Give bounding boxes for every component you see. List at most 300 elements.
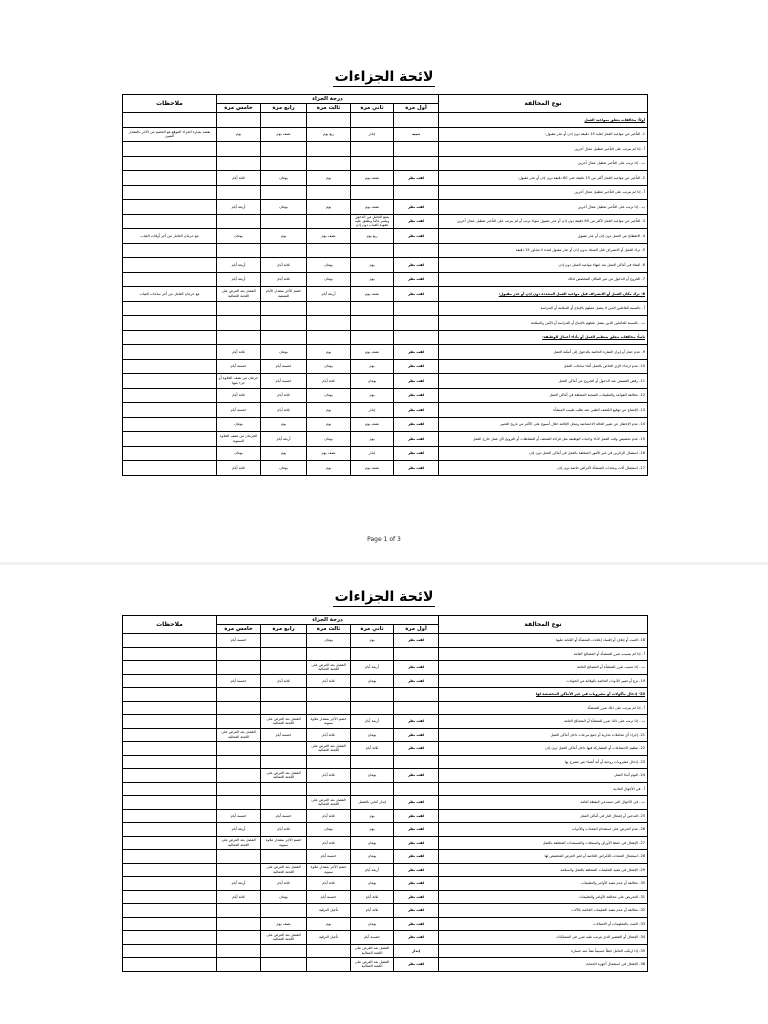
- notes-cell: [123, 113, 217, 128]
- penalty-cell: يومان: [261, 345, 307, 360]
- penalty-cell: [217, 316, 261, 331]
- table-row: [123, 931, 648, 945]
- penalty-cell: [307, 701, 351, 715]
- penalty-cell: [261, 142, 307, 157]
- penalty-cell: [217, 661, 261, 675]
- penalty-cell: لفت نظر: [394, 446, 439, 461]
- violation-cell: 34- الإهمال أو التقصير الذي يترتب عليه ضرر في الممتلكات: [439, 931, 648, 945]
- penalty-cell: [217, 755, 261, 769]
- penalty-cell: ثلاثة أيام: [307, 877, 351, 891]
- penalty-cell: خمسة أيام: [217, 634, 261, 648]
- penalty-cell: [261, 782, 307, 796]
- penalty-cell: [217, 301, 261, 316]
- table-row: [123, 229, 648, 244]
- penalty-cell: [261, 796, 307, 810]
- table-row: [123, 359, 648, 374]
- header-penalty-degree: درجة الجزاء: [217, 616, 439, 625]
- notes-cell: [123, 701, 217, 715]
- penalty-cell: الفصل بعد العرض على اللجنة العمالية: [261, 769, 307, 783]
- penalty-cell: [307, 330, 351, 345]
- header-notes: ملاحظات: [123, 616, 217, 634]
- table-row: [123, 688, 648, 702]
- penalty-cell: [394, 142, 439, 157]
- penalty-cell: لفت نظر: [394, 823, 439, 837]
- penalty-cell: لفت نظر: [394, 287, 439, 302]
- penalty-cell: خمسة أيام: [261, 374, 307, 389]
- table-row: [123, 958, 648, 972]
- penalty-cell: يومان: [351, 836, 394, 850]
- notes-cell: [123, 890, 217, 904]
- penalty-cell: خمسة أيام: [261, 728, 307, 742]
- penalty-cell: ثلاثة أيام: [351, 742, 394, 756]
- penalty-cell: [351, 185, 394, 200]
- penalty-cell: [217, 185, 261, 200]
- penalty-cell: [307, 958, 351, 972]
- penalty-cell: لفت نظر: [394, 931, 439, 945]
- violation-cell: 4- الانقطاع عن العمل دون إذن أو عذر مقبول: [439, 229, 648, 244]
- penalty-cell: يومان: [307, 634, 351, 648]
- penalty-cell: لفت نظر: [394, 769, 439, 783]
- penalty-cell: [217, 850, 261, 864]
- penalty-cell: [261, 742, 307, 756]
- header-third: ثالث مرة: [307, 625, 351, 634]
- penalty-cell: ثلاثة أيام: [261, 674, 307, 688]
- penalty-cell: يومان: [351, 374, 394, 389]
- violation-cell: ب - إذا ترتب على التأخير تعطيل عمال آخرين: [439, 156, 648, 171]
- penalty-cell: يوم: [307, 417, 351, 432]
- penalty-cell: [261, 850, 307, 864]
- penalty-cell: [307, 688, 351, 702]
- penalty-cell: [351, 113, 394, 128]
- violation-cell: 29- الإهمال في تنفيذ التعليمات المتعلقة بالعمل والسلامة: [439, 863, 648, 877]
- penalty-cell: لفت نظر: [394, 850, 439, 864]
- notes-cell: [123, 330, 217, 345]
- violation-cell: 9- عدم حمل أو إبراز الشارة الخاصة بالدخول إلى أمكنة العمل: [439, 345, 648, 360]
- penalty-cell: [307, 214, 351, 229]
- violation-cell: ب - إذا ترتب على ذلك ضرر للمنشأة أو المصالح العامة: [439, 715, 648, 729]
- penalty-cell: أربعة أيام: [351, 661, 394, 675]
- penalty-cell: خمسة أيام: [307, 890, 351, 904]
- penalty-cell: [217, 958, 261, 972]
- table-row: [123, 214, 648, 229]
- notes-cell: [123, 388, 217, 403]
- penalty-cell: لفت نظر: [394, 836, 439, 850]
- penalty-cell: يومان: [261, 461, 307, 476]
- penalty-cell: [307, 755, 351, 769]
- header-first: أول مرة: [394, 625, 439, 634]
- header-second: ثاني مرة: [351, 625, 394, 634]
- penalty-cell: [261, 156, 307, 171]
- penalty-cell: لفت نظر: [394, 229, 439, 244]
- penalty-cell: [261, 243, 307, 258]
- penalty-cell: يوم: [351, 359, 394, 374]
- penalty-cell: [217, 647, 261, 661]
- violation-cell: 7- الخروج أو الدخول من غير المكان المخصص لذلك: [439, 272, 648, 287]
- penalty-cell: [394, 688, 439, 702]
- violation-cell: 18- العبث أو إتلاف أو إفساد إعلانات المنشأة أو الكتابة عليها: [439, 634, 648, 648]
- notes-cell: [123, 742, 217, 756]
- penalty-cell: يومان: [351, 674, 394, 688]
- penalty-cell: يوم: [261, 417, 307, 432]
- penalty-cell: [261, 647, 307, 661]
- penalty-cell: أربعة أيام: [351, 715, 394, 729]
- penalty-cell: نصف يوم: [351, 461, 394, 476]
- penalty-cell: [394, 647, 439, 661]
- penalty-cell: أربعة أيام: [217, 823, 261, 837]
- penalty-cell: لفت نظر: [394, 958, 439, 972]
- penalty-cell: يوم: [307, 171, 351, 186]
- penalty-cell: يومان: [307, 272, 351, 287]
- penalty-cell: [217, 688, 261, 702]
- penalty-cell: [261, 755, 307, 769]
- notes-cell: [123, 214, 217, 229]
- penalty-cell: يومان: [307, 388, 351, 403]
- notes-cell: [123, 200, 217, 215]
- penalty-cell: خصم الأجر بمقدار علاوة سنوية: [307, 715, 351, 729]
- notes-cell: [123, 931, 217, 945]
- table-row: [123, 156, 648, 171]
- table-row: [123, 185, 648, 200]
- penalty-cell: لفت نظر: [394, 917, 439, 931]
- penalty-cell: الفصل بعد العرض على اللجنة العمالية: [261, 931, 307, 945]
- table-row: [123, 258, 648, 273]
- penalty-cell: يومان: [261, 171, 307, 186]
- penalty-cell: يومان: [217, 417, 261, 432]
- penalty-cell: لفت نظر: [394, 461, 439, 476]
- penalty-cell: ثلاثة أيام: [351, 890, 394, 904]
- notes-cell: مع حرمان العامل من أجر ساعات الغياب: [123, 287, 217, 302]
- penalty-cell: لفت نظر: [394, 417, 439, 432]
- penalty-cell: ثلاثة أيام: [307, 836, 351, 850]
- violation-cell: 1- التأخير عن مواعيد العمل لغاية 15 دقيقة دون إذن أو عذر مقبول:: [439, 127, 648, 142]
- violation-cell: أ - إذا لم يترتب على ذلك ضرر للمنشأة: [439, 701, 648, 715]
- penalty-cell: يومان: [217, 229, 261, 244]
- penalty-cell: لفت نظر: [394, 715, 439, 729]
- notes-cell: [123, 661, 217, 675]
- violation-cell: 36- الإهمال في استعمال أجهزة الحماية: [439, 958, 648, 972]
- notes-cell: [123, 796, 217, 810]
- penalty-cell: يومان: [351, 850, 394, 864]
- penalty-cell: يومان: [351, 769, 394, 783]
- penalty-cell: نصف يوم: [351, 287, 394, 302]
- violation-cell: 31- التحريض على مخالفة الأوامر والتعليمات: [439, 890, 648, 904]
- penalty-cell: ثلاثة أيام: [261, 258, 307, 273]
- penalty-cell: [351, 243, 394, 258]
- table-row: [123, 701, 648, 715]
- penalty-cell: [217, 904, 261, 918]
- notes-cell: [123, 836, 217, 850]
- penalty-cell: [217, 931, 261, 945]
- notes-cell: [123, 917, 217, 931]
- header-fifth: خامس مرة: [217, 104, 261, 113]
- penalty-cell: ثلاثة أيام: [261, 272, 307, 287]
- notes-cell: [123, 461, 217, 476]
- penalty-cell: أربعة أيام: [217, 272, 261, 287]
- penalty-cell: [307, 156, 351, 171]
- violation-cell: 16- استقبال الزائرين في غير الأمور المتعلقة بالعمل في أماكن العمل دون إذن: [439, 446, 648, 461]
- violation-cell: 35- إذا ارتكب العامل خطأ جسيماً نشأ عنه خسارة: [439, 944, 648, 958]
- header-fifth: خامس مرة: [217, 625, 261, 634]
- penalty-cell: يومان: [261, 200, 307, 215]
- penalty-cell: يوم: [351, 272, 394, 287]
- penalty-cell: لفت نظر: [394, 904, 439, 918]
- violation-cell: 12- مخالفة القواعد والتعليمات الصحية المتعلقة في أماكن العمل: [439, 388, 648, 403]
- penalty-cell: [307, 944, 351, 958]
- violation-cell: أولاً: مخالفات تتعلق بمواعيد العمل: [439, 113, 648, 128]
- penalty-cell: الفصل بعد العرض على اللجنة العمالية: [217, 728, 261, 742]
- penalty-cell: [351, 755, 394, 769]
- table-row: [123, 171, 648, 186]
- penalty-cell: الفصل بعد العرض على اللجنة العمالية: [351, 944, 394, 958]
- penalty-cell: يومان: [351, 877, 394, 891]
- penalty-cell: أربعة أيام: [351, 863, 394, 877]
- penalty-cell: [217, 156, 261, 171]
- table-row: [123, 113, 648, 128]
- penalty-cell: [351, 688, 394, 702]
- penalty-cell: ثلاثة أيام: [217, 345, 261, 360]
- table-row: [123, 374, 648, 389]
- penalty-cell: خمسة أيام: [261, 809, 307, 823]
- penalty-cell: ربع يوم: [351, 229, 394, 244]
- notes-cell: [123, 728, 217, 742]
- notes-cell: [123, 446, 217, 461]
- notes-cell: [123, 634, 217, 648]
- violation-cell: 32- مخالفة أو عدم تنفيذ التعليمات الخاصة بالآلات: [439, 904, 648, 918]
- table-row: [123, 836, 648, 850]
- notes-cell: [123, 171, 217, 186]
- penalty-cell: أربعة أيام: [217, 877, 261, 891]
- table-row: [123, 674, 648, 688]
- table-row: [123, 432, 648, 447]
- penalty-cell: [307, 782, 351, 796]
- penalty-cell: [351, 647, 394, 661]
- penalty-cell: [307, 185, 351, 200]
- penalty-cell: [217, 769, 261, 783]
- table-row: [123, 742, 648, 756]
- violation-cell: 28- استعمال المعدات للأغراض الخاصة أو لغير الغرض المخصص لها: [439, 850, 648, 864]
- notes-cell: [123, 374, 217, 389]
- penalty-cell: إنذار: [351, 403, 394, 418]
- penalty-cell: لفت نظر: [394, 388, 439, 403]
- notes-cell: [123, 904, 217, 918]
- table-row: [123, 142, 648, 157]
- penalty-cell: [217, 243, 261, 258]
- violation-cell: 3- التأخير عن مواعيد العمل لأكثر من 60 دقيقة دون إذن أو عذر مقبول سواء ترتب أو لم يترتب على التأخير تعطيل عمال آخرين: [439, 214, 648, 229]
- penalty-cell: يمنع العامل من الدخول ويعتبر غائباً ويطبق عليه عقوبة الغياب دون إذن: [351, 214, 394, 229]
- violation-cell: 20- إدخال مأكولات أو مشروبات في غير الأماكن المخصصة لها: [439, 688, 648, 702]
- penalty-cell: يوم: [217, 127, 261, 142]
- notes-cell: [123, 301, 217, 316]
- penalty-cell: الفصل بعد العرض على اللجنة العمالية: [307, 661, 351, 675]
- penalty-cell: [351, 701, 394, 715]
- penalty-cell: [394, 755, 439, 769]
- penalty-cell: نصف يوم: [351, 171, 394, 186]
- table-row: [123, 301, 648, 316]
- penalty-cell: خمسة أيام: [307, 850, 351, 864]
- violation-cell: 8- ترك مكان العمل أو الانصراف قبل مواعيد العمل المحددة دون إذن أو عذر مقبول:: [439, 287, 648, 302]
- penalty-cell: إنذار: [351, 127, 394, 142]
- notes-cell: [123, 156, 217, 171]
- penalty-cell: [217, 214, 261, 229]
- table-row: [123, 850, 648, 864]
- penalty-cell: يوم: [307, 917, 351, 931]
- penalty-cell: [394, 185, 439, 200]
- penalties-table: [122, 94, 648, 476]
- penalty-cell: يومان: [307, 823, 351, 837]
- penalty-cell: لفت نظر: [394, 809, 439, 823]
- penalty-cell: يوم: [261, 229, 307, 244]
- penalty-cell: لفت نظر: [394, 200, 439, 215]
- notes-cell: [123, 809, 217, 823]
- penalty-cell: يومان: [217, 446, 261, 461]
- notes-cell: يقصد بعبارة الجزاء الموقع هو الخصم من الأجر بالمقدار المبين: [123, 127, 217, 142]
- penalty-cell: ثلاثة أيام: [261, 388, 307, 403]
- penalty-cell: يومان: [307, 432, 351, 447]
- penalty-cell: [394, 782, 439, 796]
- penalty-cell: ثلاثة أيام: [217, 388, 261, 403]
- notes-cell: [123, 755, 217, 769]
- violation-cell: 15- عدم تخصيص وقت العمل لأداء واجبات الوظيفة مثل قراءة الصحف أو النشاطات أو الترويج لأي عمل خارج العمل: [439, 432, 648, 447]
- penalty-cell: الفصل بعد العرض على اللجنة العمالية: [261, 715, 307, 729]
- penalty-cell: لفت نظر: [394, 272, 439, 287]
- violation-cell: 30- مخالفة أو عدم تنفيذ الأوامر والتعليمات: [439, 877, 648, 891]
- penalty-cell: ثلاثة أيام: [307, 728, 351, 742]
- violation-cell: أ - إذا لم يترتب على التأخير تعطيل عمال آخرين: [439, 185, 648, 200]
- violation-cell: 17- استعمال آلات ومعدات المنشأة لأغراض خاصة دون إذن: [439, 461, 648, 476]
- penalty-cell: [217, 715, 261, 729]
- penalty-cell: [217, 142, 261, 157]
- penalty-cell: لفت نظر: [394, 728, 439, 742]
- table-row: [123, 127, 648, 142]
- table-row: [123, 243, 648, 258]
- penalty-cell: يوم: [351, 432, 394, 447]
- penalty-cell: ثلاثة أيام: [307, 374, 351, 389]
- violation-cell: 10- عدم ارتداء الزي الخاص بالعمل أثناء ساعات العمل: [439, 359, 648, 374]
- penalty-cell: خصم الأجر بمقدار علاوة سنوية: [261, 836, 307, 850]
- penalty-cell: [217, 796, 261, 810]
- notes-cell: [123, 345, 217, 360]
- penalty-cell: أربعة أيام: [217, 200, 261, 215]
- notes-cell: [123, 944, 217, 958]
- violation-cell: ب - في الأحوال التي تستدعي اليقظة التامة: [439, 796, 648, 810]
- violation-cell: 27- الإهمال في حفظ الأوراق والسجلات والمستندات المتعلقة بالعمل: [439, 836, 648, 850]
- penalty-cell: [351, 316, 394, 331]
- penalty-cell: لفت نظر: [394, 634, 439, 648]
- penalty-cell: [261, 904, 307, 918]
- penalty-cell: [394, 301, 439, 316]
- penalty-cell: يوم: [261, 446, 307, 461]
- page-title: لائحة الجزاءات: [334, 69, 434, 85]
- notes-cell: [123, 863, 217, 877]
- table-row: [123, 345, 648, 360]
- penalty-cell: [307, 243, 351, 258]
- penalty-cell: [261, 701, 307, 715]
- penalty-cell: [351, 330, 394, 345]
- table-row: [123, 647, 648, 661]
- notes-cell: مع حرمان العامل من أجر أوقات الغياب: [123, 229, 217, 244]
- violation-cell: ب - بالنسبة للعاملين الذين يتصل عملهم بالإنتاج أو الحراسة أو الآمن والسلامة: [439, 316, 648, 331]
- penalty-cell: [217, 742, 261, 756]
- penalty-cell: يومان: [351, 917, 394, 931]
- penalty-cell: [217, 782, 261, 796]
- penalty-cell: يوم: [351, 258, 394, 273]
- table-row: [123, 461, 648, 476]
- penalty-cell: لفت نظر: [394, 796, 439, 810]
- penalty-cell: لفت نظر: [394, 345, 439, 360]
- table-row: [123, 330, 648, 345]
- penalty-cell: خمسة أيام: [217, 674, 261, 688]
- penalty-cell: لفت نظر: [394, 374, 439, 389]
- table-row: [123, 877, 648, 891]
- table-row: [123, 388, 648, 403]
- penalty-cell: نصف يوم: [307, 446, 351, 461]
- penalty-cell: [261, 214, 307, 229]
- penalty-cell: لفت نظر: [394, 359, 439, 374]
- notes-cell: [123, 316, 217, 331]
- penalty-cell: يوم: [307, 403, 351, 418]
- penalty-cell: الفصل بعد العرض على اللجنة العمالية: [261, 863, 307, 877]
- table-row: [123, 863, 648, 877]
- violation-cell: 2- التأخير عن مواعيد العمل أكثر من 15 دقيقة حتى 60 دقيقة دون إذن أو عذر مقبول:: [439, 171, 648, 186]
- violation-cell: 22- تنظيم الاجتماعات أو المشاركة فيها داخل أماكن العمل دون إذن: [439, 742, 648, 756]
- table-row: [123, 890, 648, 904]
- violation-cell: 21- إجراء أي معاملات تجارية أو جمع تبرعات داخل أماكن العمل: [439, 728, 648, 742]
- table-row: [123, 661, 648, 675]
- violation-cell: 19- نزع أو تغيير الأدوات الخاصة بالوقاية من الحوادث: [439, 674, 648, 688]
- penalty-cell: لفت نظر: [394, 863, 439, 877]
- notes-cell: [123, 958, 217, 972]
- notes-cell: [123, 432, 217, 447]
- table-row: [123, 403, 648, 418]
- table-row: [123, 809, 648, 823]
- penalty-cell: لفت نظر: [394, 674, 439, 688]
- violation-cell: ب - إذا ترتب على التأخير تعطيل عمال آخرين: [439, 200, 648, 215]
- penalty-cell: [217, 330, 261, 345]
- penalty-cell: [217, 113, 261, 128]
- penalty-cell: الفصل بعد العرض على اللجنة العمالية: [307, 796, 351, 810]
- penalty-cell: [394, 316, 439, 331]
- violation-cell: أ - بالنسبة للعاملين الذين لا يتصل عملهم بالإنتاج أو السلامة أو الحراسة: [439, 301, 648, 316]
- penalty-cell: إنذار: [351, 446, 394, 461]
- table-row: [123, 904, 648, 918]
- table-row: [123, 316, 648, 331]
- violation-cell: 11- رفض التفتيش عند الدخول أو الخروج من أماكن العمل: [439, 374, 648, 389]
- penalty-cell: الفصل بعد العرض على اللجنة العمالية: [351, 958, 394, 972]
- violation-cell: 14- عدم الإخطار عن تغيير الحالة الاجتماعية ومحل الإقامة خلال أسبوع على الأكثر من تاريخ التغيير: [439, 417, 648, 432]
- penalty-cell: لفت نظر: [394, 661, 439, 675]
- document-page-2: [0, 565, 768, 1024]
- notes-cell: [123, 258, 217, 273]
- penalty-cell: نصف يوم: [261, 917, 307, 931]
- penalty-cell: تنبيه: [394, 127, 439, 142]
- header-penalty-degree: درجة الجزاء: [217, 95, 439, 104]
- penalty-cell: ثلاثة أيام: [261, 823, 307, 837]
- header-fourth: رابع مرة: [261, 625, 307, 634]
- penalty-cell: أربعة أيام: [261, 432, 307, 447]
- violation-cell: 24- النوم أثناء العمل: [439, 769, 648, 783]
- violation-cell: ثانياً: مخالفات تتعلق بتنظيم العمل أو بأداء أعمال الوظيفة:: [439, 330, 648, 345]
- table-row: [123, 728, 648, 742]
- table-row: [123, 823, 648, 837]
- penalty-cell: [307, 647, 351, 661]
- penalty-cell: يوم: [351, 634, 394, 648]
- penalty-cell: الفصل بعد العرض على اللجنة العمالية: [217, 287, 261, 302]
- penalty-cell: [307, 316, 351, 331]
- header-third: ثالث مرة: [307, 104, 351, 113]
- table-row: [123, 944, 648, 958]
- penalty-cell: تأجيل الترقية: [307, 931, 351, 945]
- penalty-cell: نصف يوم: [261, 127, 307, 142]
